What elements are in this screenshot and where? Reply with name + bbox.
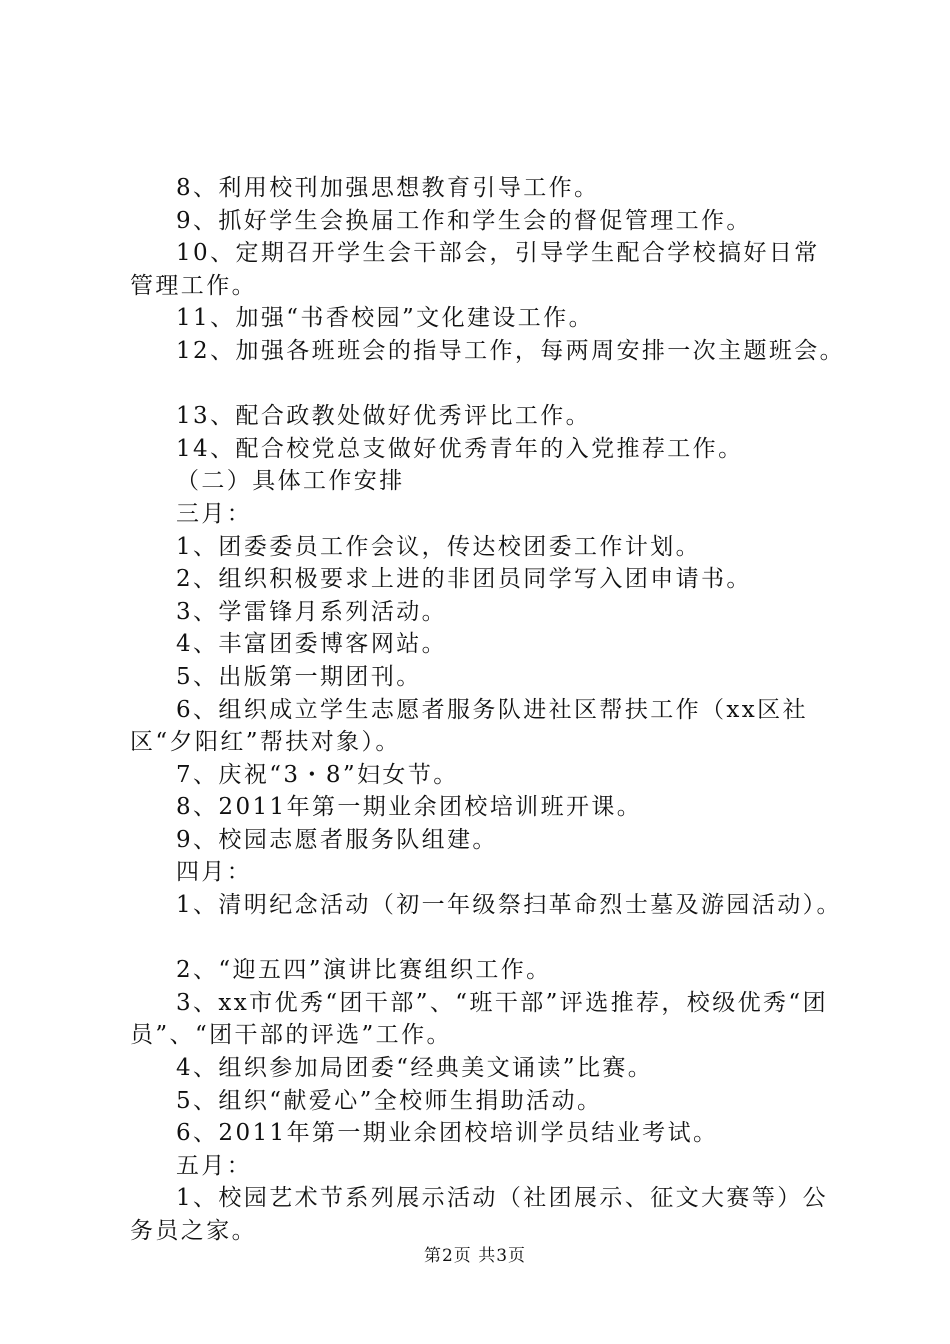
month-heading: 四月： [176, 859, 253, 886]
list-item: 10、定期召开学生会干部会，引导学生配合学校搞好日常管理工作。 [130, 240, 820, 299]
paragraph-gap [130, 368, 840, 401]
list-item: 5、组织“献爱心”全校师生捐助活动。 [176, 1087, 603, 1114]
paragraph-gap [130, 922, 840, 955]
list-item: 6、2011年第一期业余团校培训学员结业考试。 [176, 1120, 719, 1147]
list-item: 1、团委委员工作会议，传达校团委工作计划。 [176, 533, 702, 560]
list-item: 13、配合政教处做好优秀评比工作。 [176, 403, 592, 430]
page-footer: 第2页 共3页 [423, 1246, 527, 1266]
list-item: 9、校园志愿者服务队组建。 [176, 826, 498, 853]
list-item: 6、组织成立学生志愿者服务队进社区帮扶工作（xx区社区“夕阳红”帮扶对象）。 [130, 696, 808, 756]
list-item: 12、加强各班班会的指导工作，每两周安排一次主题班会。 [176, 337, 846, 364]
list-item: 9、抓好学生会换届工作和学生会的督促管理工作。 [176, 207, 752, 234]
list-item: 4、组织参加局团委“经典美文诵读”比赛。 [176, 1055, 654, 1082]
list-item: 3、学雷锋月系列活动。 [176, 598, 448, 625]
list-item: 1、清明纪念活动（初一年级祭扫革命烈士墓及游园活动）。 [176, 892, 842, 919]
month-heading: 三月： [176, 500, 253, 527]
section-heading: （二）具体工作安排 [176, 468, 405, 495]
list-item: 11、加强“书香校园”文化建设工作。 [176, 305, 594, 332]
list-item: 2、“迎五四”演讲比赛组织工作。 [176, 957, 552, 984]
list-item: 2、组织积极要求上进的非团员同学写入团申请书。 [176, 566, 752, 593]
month-heading: 五月： [176, 1152, 253, 1179]
list-item: 14、配合校党总支做好优秀青年的入党推荐工作。 [176, 435, 744, 462]
list-item: 1、校园艺术节系列展示活动（社团展示、征文大赛等）公务员之家。 [130, 1185, 829, 1244]
list-item: 5、出版第一期团刊。 [176, 663, 422, 690]
list-item: 8、2011年第一期业余团校培训班开课。 [176, 794, 643, 821]
list-item: 8、利用校刊加强思想教育引导工作。 [176, 175, 600, 201]
list-item: 7、庆祝“3・8”妇女节。 [176, 761, 459, 788]
list-item: 4、丰富团委博客网站。 [176, 631, 448, 658]
list-item: 3、xx市优秀“团干部”、“班干部”评选推荐，校级优秀“团员”、“团干部的评选”工作。 [130, 989, 828, 1049]
document-body [130, 172, 846, 1248]
